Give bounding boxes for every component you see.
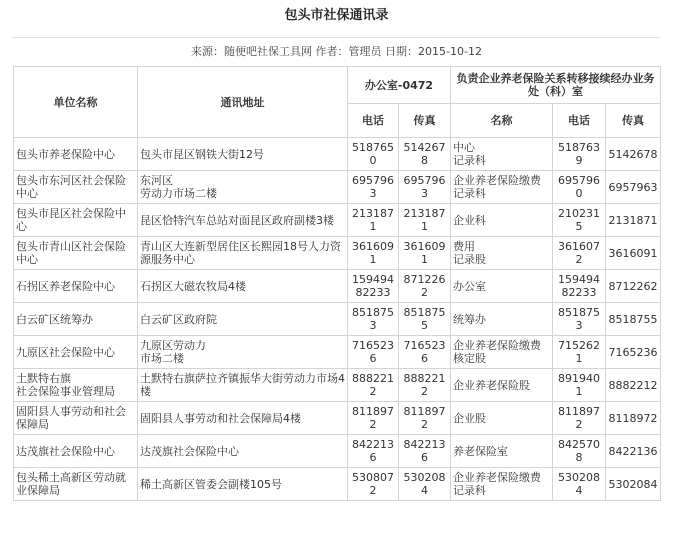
cell-dept-phone: 8425708 — [553, 435, 606, 468]
cell-phone: 8882212 — [348, 369, 399, 402]
page-title: 包头市社保通讯录 — [284, 8, 389, 23]
cell-dept-phone: 5187639 — [553, 138, 606, 171]
cell-dept-phone: 6957960 — [553, 171, 606, 204]
cell-dept-fax: 5142678 — [606, 138, 661, 171]
table-row — [14, 171, 661, 204]
cell-address: 稀土高新区管委会副楼105号 — [138, 468, 348, 501]
table-row — [14, 468, 661, 501]
table-row — [14, 237, 661, 270]
cell-phone: 8518753 — [348, 303, 399, 336]
cell-dept-phone: 3616072 — [553, 237, 606, 270]
cell-dept-name: 企业科 — [451, 204, 553, 237]
cell-fax: 8882212 — [399, 369, 451, 402]
header-office: 办公室-0472 — [348, 67, 451, 104]
cell-dept-phone: 15949482233 — [553, 270, 606, 303]
cell-dept-fax: 5302084 — [606, 468, 661, 501]
cell-unit: 包头市青山区社会保险中心 — [14, 237, 138, 270]
cell-dept-fax: 8712262 — [606, 270, 661, 303]
cell-dept-name: 企业养老保险缴费记录科 — [451, 171, 553, 204]
cell-dept-phone: 8118972 — [553, 402, 606, 435]
cell-dept-fax: 2131871 — [606, 204, 661, 237]
cell-dept-phone: 5302084 — [553, 468, 606, 501]
cell-fax: 2131871 — [399, 204, 451, 237]
cell-unit: 白云矿区统筹办 — [14, 303, 138, 336]
header-unit: 单位名称 — [14, 67, 138, 138]
cell-dept-phone: 7152621 — [553, 336, 606, 369]
cell-fax: 8422136 — [399, 435, 451, 468]
cell-unit: 包头市昆区社会保险中心 — [14, 204, 138, 237]
cell-dept-fax: 7165236 — [606, 336, 661, 369]
cell-dept-fax: 6957963 — [606, 171, 661, 204]
cell-dept-name: 企业养老保险缴费核定股 — [451, 336, 553, 369]
table-body — [14, 138, 661, 501]
cell-fax: 5302084 — [399, 468, 451, 501]
cell-phone: 15949482233 — [348, 270, 399, 303]
cell-dept-fax: 8118972 — [606, 402, 661, 435]
cell-address: 达茂旗社会保险中心 — [138, 435, 348, 468]
cell-address: 石拐区大磁农牧局4楼 — [138, 270, 348, 303]
cell-fax: 5142678 — [399, 138, 451, 171]
title-divider — [12, 37, 660, 38]
cell-fax: 7165236 — [399, 336, 451, 369]
cell-dept-name: 费用 记录股 — [451, 237, 553, 270]
article-meta: 来源：随便吧社保工具网 作者：管理员 日期：2015-10-12 — [191, 45, 482, 58]
cell-unit: 固阳县人事劳动和社会保障局 — [14, 402, 138, 435]
header-dept: 负责企业养老保险关系转移接续经办业务处（科）室 — [451, 67, 661, 104]
contact-table — [13, 66, 661, 501]
cell-dept-fax: 8518755 — [606, 303, 661, 336]
cell-dept-phone: 8518753 — [553, 303, 606, 336]
table-row — [14, 204, 661, 237]
table-row — [14, 369, 661, 402]
table-row — [14, 303, 661, 336]
cell-dept-phone: 8919401 — [553, 369, 606, 402]
cell-address: 固阳县人事劳动和社会保障局4楼 — [138, 402, 348, 435]
cell-address: 九原区劳动力 市场二楼 — [138, 336, 348, 369]
cell-unit: 包头市养老保险中心 — [14, 138, 138, 171]
cell-dept-name: 办公室 — [451, 270, 553, 303]
cell-dept-fax: 8422136 — [606, 435, 661, 468]
cell-dept-name: 企业股 — [451, 402, 553, 435]
cell-address: 包头市昆区钢铁大街12号 — [138, 138, 348, 171]
cell-address: 昆区恰特汽车总站对面昆区政府副楼3楼 — [138, 204, 348, 237]
header-dept-fax: 传真 — [606, 104, 661, 138]
cell-unit: 九原区社会保险中心 — [14, 336, 138, 369]
cell-fax: 3616091 — [399, 237, 451, 270]
header-address: 通讯地址 — [138, 67, 348, 138]
cell-phone: 5308072 — [348, 468, 399, 501]
cell-phone: 3616091 — [348, 237, 399, 270]
table-row — [14, 270, 661, 303]
cell-address: 白云矿区政府院 — [138, 303, 348, 336]
cell-dept-name: 中心 记录科 — [451, 138, 553, 171]
cell-phone: 5187650 — [348, 138, 399, 171]
cell-address: 土默特右旗萨拉齐镇振华大街劳动力市场4楼 — [138, 369, 348, 402]
cell-address: 东河区 劳动力市场二楼 — [138, 171, 348, 204]
cell-address: 青山区大连新型居住区长熙园18号人力资源服务中心 — [138, 237, 348, 270]
header-phone: 电话 — [348, 104, 399, 138]
cell-phone: 2131871 — [348, 204, 399, 237]
cell-fax: 8518755 — [399, 303, 451, 336]
cell-unit: 石拐区养老保险中心 — [14, 270, 138, 303]
cell-dept-name: 养老保险室 — [451, 435, 553, 468]
table-row — [14, 402, 661, 435]
cell-phone: 8118972 — [348, 402, 399, 435]
cell-unit: 包头市东河区社会保险中心 — [14, 171, 138, 204]
cell-phone: 7165236 — [348, 336, 399, 369]
cell-dept-phone: 2102315 — [553, 204, 606, 237]
cell-unit: 达茂旗社会保险中心 — [14, 435, 138, 468]
header-dept-name: 名称 — [451, 104, 553, 138]
table-row — [14, 138, 661, 171]
header-dept-phone: 电话 — [553, 104, 606, 138]
cell-unit: 土默特右旗 社会保险事业管理局 — [14, 369, 138, 402]
cell-dept-fax: 8882212 — [606, 369, 661, 402]
cell-dept-fax: 3616091 — [606, 237, 661, 270]
cell-phone: 6957963 — [348, 171, 399, 204]
table-row — [14, 336, 661, 369]
table-row — [14, 435, 661, 468]
header-fax: 传真 — [399, 104, 451, 138]
cell-dept-name: 企业养老保险股 — [451, 369, 553, 402]
cell-unit: 包头稀土高新区劳动就业保障局 — [14, 468, 138, 501]
cell-dept-name: 企业养老保险缴费记录科 — [451, 468, 553, 501]
cell-phone: 8422136 — [348, 435, 399, 468]
cell-fax: 6957963 — [399, 171, 451, 204]
cell-fax: 8712262 — [399, 270, 451, 303]
cell-dept-name: 统筹办 — [451, 303, 553, 336]
cell-fax: 8118972 — [399, 402, 451, 435]
